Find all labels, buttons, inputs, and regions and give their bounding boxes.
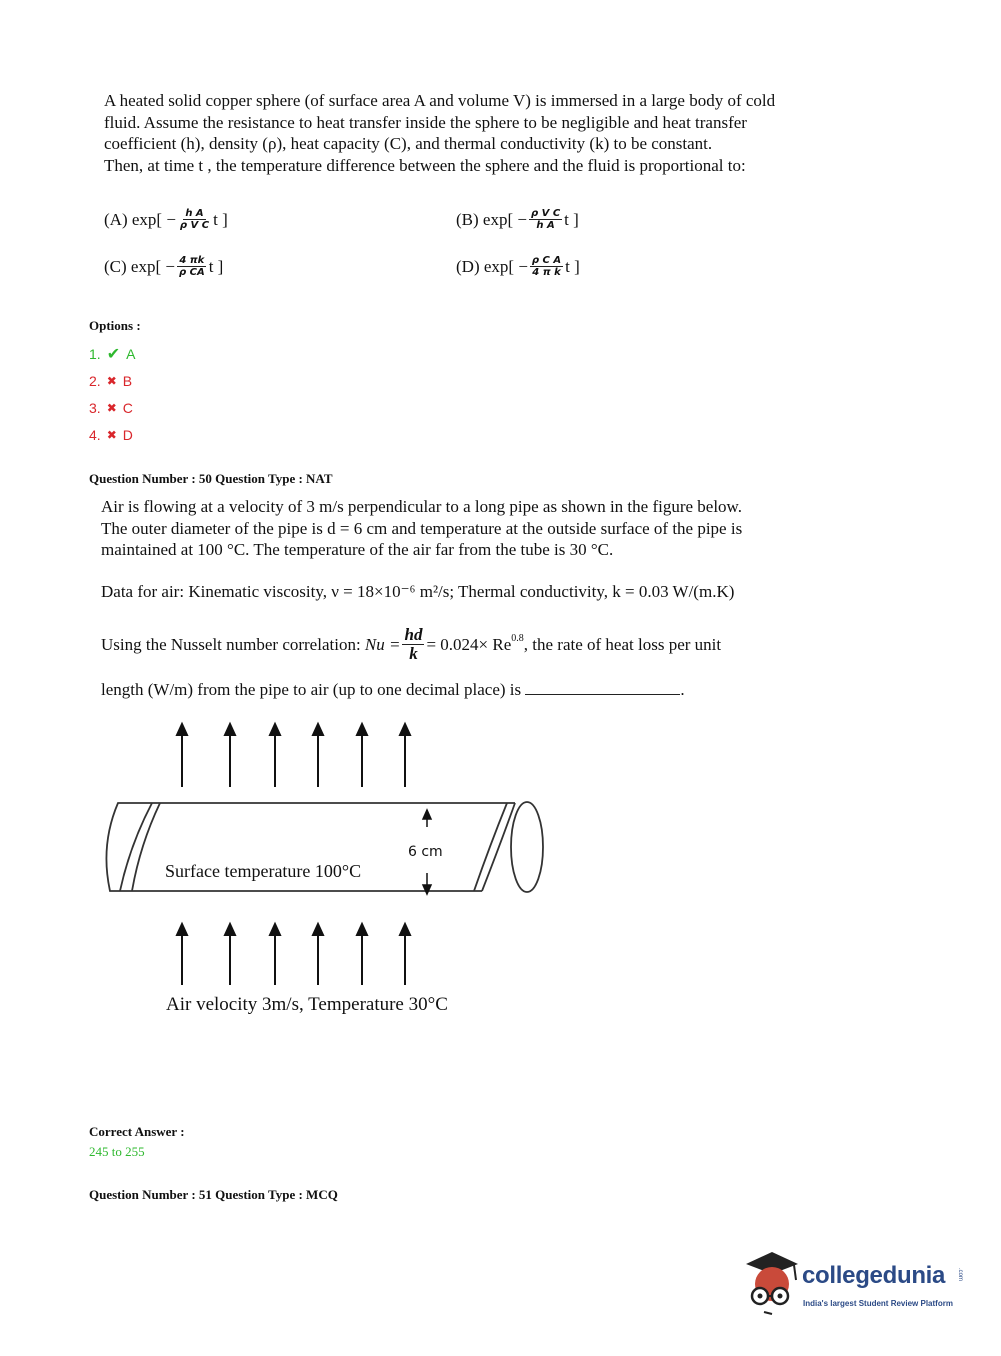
choice-label: (D) [456,256,480,276]
surface-temperature-label: Surface temperature 100°C [165,861,362,881]
cross-icon: ✖ [106,427,117,442]
brand-dotcom: .com [957,1268,963,1282]
q50-last-line: length (W/m) from the pipe to air (up to one decimal place) is . [101,680,685,699]
diameter-label: 6 cm [408,844,443,860]
arrow-up-icon [177,924,187,985]
question-50-text [101,496,742,561]
arrow-up-icon [225,724,235,787]
q50-line: The outer diameter of the pipe is d = 6 cm and temperature at the outside surface of the pipe is [101,518,743,538]
correct-answer-header: Correct Answer : [89,1124,185,1139]
arrows-bottom [177,924,410,985]
answer-blank [525,680,680,695]
choice-b [456,208,579,231]
choice-fraction: $\frac{\text{ρ V C}}{\text{h A}}$ [530,208,561,231]
q50-line: Air is flowing at a velocity of 3 m/s perpendicular to a long pipe as shown in the figure below. [101,497,742,516]
arrow-up-icon [357,724,367,787]
q50-nusselt-line: Using the Nusselt number correlation: Nu = $\frac{hd}{k}$ = 0.024× Re $^{0.8}$ , the rate of heat loss per unit [101,625,722,663]
arrow-up-icon [270,924,280,985]
question-50-header: Question Number : 50 Question Type : NAT [89,471,333,486]
choice-suffix: t ] [565,256,580,276]
arrows-top [177,724,410,787]
question-49-text [104,90,775,176]
choice-fraction: $\frac{4 \pi k}{\text{ρ CA}}$ [178,255,205,278]
arrow-up-icon [313,924,323,985]
choice-d [456,255,580,278]
q50-line: maintained at 100 °C. The temperature of the air far from the tube is 30 °C. [101,540,614,559]
choice-prefix: exp[ − [482,209,527,229]
choice-a [104,208,228,231]
correct-answer-value: 245 to 255 [89,1144,145,1159]
choice-suffix: t ] [213,209,228,229]
choice-fraction: $\frac{\text{ρ C A}}{\text{4 π k}}$ [531,255,562,278]
question-51-header: Question Number : 51 Question Type : MCQ [89,1187,338,1202]
nusselt-fraction: $\frac{hd}{k}$ [404,625,423,663]
arrow-up-icon [357,924,367,985]
choice-prefix: exp[ − [131,209,176,229]
choice-suffix: t ] [564,209,579,229]
pipe-figure [0,715,600,1025]
option-item: 4. ✖ D [89,426,133,443]
arrow-up-icon [270,724,280,787]
option-item: 1. ✔ A [89,345,136,363]
arrow-up-icon [313,724,323,787]
check-icon: ✔ [106,345,121,363]
cross-icon: ✖ [106,373,117,388]
mascot-icon [742,1250,802,1316]
q49-line: A heated solid copper sphere (of surface area A and volume V) is immersed in a large body of cold [104,91,776,110]
q49-line: Then, at time t , the temperature difference between the sphere and the fluid is proportional to: [104,155,746,175]
q49-line: coefficient (h), density (ρ), heat capacity (C), and thermal conductivity (k) to be constant. [104,134,713,153]
options-list [89,340,135,448]
choice-fraction: $\frac{\text{h A}}{\text{ρ V C}}$ [179,208,210,231]
choice-label: (C) [104,256,127,276]
choice-suffix: t ] [208,256,224,276]
choice-prefix: exp[ − [130,256,175,276]
arrow-up-icon [225,924,235,985]
option-item: 3. ✖ C [89,399,133,416]
arrow-up-icon [177,724,187,787]
arrow-up-icon [400,924,410,985]
option-item: 2. ✖ B [89,372,133,389]
cross-icon: ✖ [106,400,117,415]
choice-prefix: exp[ − [483,256,528,276]
brand-tagline: India's largest Student Review Platform [803,1299,953,1308]
choice-label: (A) [104,209,128,229]
choice-label: (B) [456,209,479,229]
options-header: Options : [89,318,141,333]
q50-data-line: Data for air: Kinematic viscosity, ν = 18×10⁻⁶ m²/s; Thermal conductivity, k = 0.03 W/(m.K) [101,582,735,601]
arrow-up-icon [400,724,410,787]
air-velocity-label: Air velocity 3m/s, Temperature 30°C [166,994,448,1015]
brand-name: collegedunia [802,1262,946,1289]
brand-logo [742,1250,972,1320]
q49-line: fluid. Assume the resistance to heat transfer inside the sphere to be negligible and heat transfer [104,112,747,132]
choice-c [104,255,223,278]
